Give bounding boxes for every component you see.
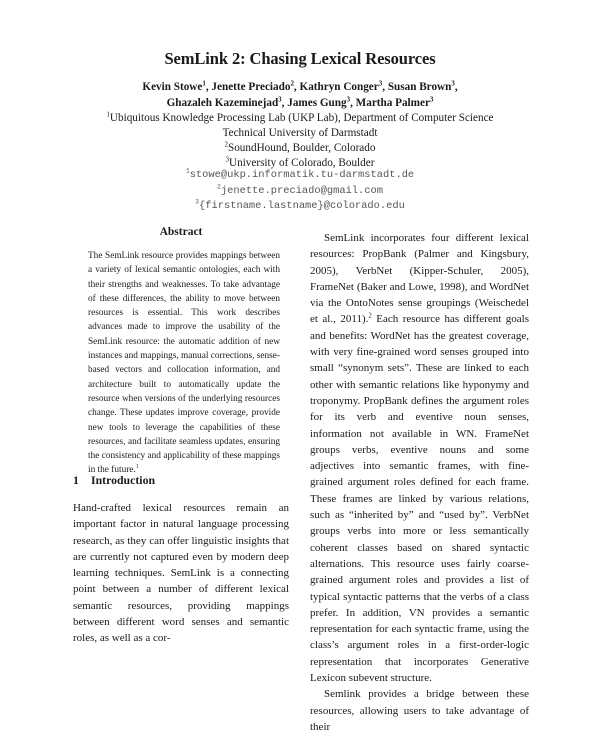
- author: Kathryn Conger$^3$: [299, 79, 383, 93]
- author: James Gung$^3$: [287, 95, 351, 109]
- author-line-2: Ghazaleh Kazeminejad$^3$, James Gung$^3$, Martha Palmer$^3$: [166, 95, 434, 109]
- introduction-body: Hand-crafted lexical resources remain an important factor in natural language processing research, as they can offer linguistic insights that are currently not captured even by modern deep learning techniques. SemLink is a connecting point between a number of different lexical semantic resources, providing mappings between different word senses and semantic roles, as well as a cor-: [73, 502, 289, 645]
- abstract-heading: Abstract: [159, 226, 203, 238]
- section-heading-introduction: [73, 473, 155, 488]
- affiliations: [0, 111, 600, 171]
- author: Kevin Stowe$^1$: [142, 79, 206, 93]
- footnote-mark[interactable]: 2: [368, 312, 372, 320]
- email[interactable]: $^3${firstname.lastname}@colorado.edu: [195, 198, 405, 212]
- author: Ghazaleh Kazeminejad$^3$: [166, 95, 282, 109]
- abstract-body: The SemLink resource provides mappings between a variety of lexical semantic ontologies, each with their strengths and weaknesses. To take advantage of these differences, the ability to move between resources is essential. This work describes advances made to improve the usability of the SemLink resource: the automatic addition of new instances and mappings, manual corrections, sense-based vectors and collocation information, and architecture built to automatically update the resource when versions of the underlying resources change. These updates improve coverage, provide new tools to leverage the capabilities of these resources, and facilitate seamless updates, ensuring the consistency and applicability of these mappings in the future.$^1$: [88, 251, 280, 476]
- affiliation: Technical University of Darmstadt: [222, 127, 378, 139]
- author: Susan Brown$^3$: [387, 79, 455, 93]
- author: Jenette Preciado$^2$: [211, 79, 294, 93]
- email[interactable]: $^1$stowe@ukp.informatik.tu-darmstadt.de: [185, 167, 415, 181]
- email[interactable]: $^2$jenette.preciado@gmail.com: [217, 183, 383, 197]
- right-column-body: [310, 230, 529, 735]
- affiliation: $^3$University of Colorado, Boulder: [225, 155, 375, 169]
- paper-title: SemLink 2: Chasing Lexical Resources: [164, 49, 436, 68]
- author-line-1: Kevin Stowe$^1$, Jenette Preciado$^2$, Kathryn Conger$^3$, Susan Brown$^3$,: [142, 79, 458, 93]
- author: Martha Palmer$^3$: [355, 95, 434, 109]
- paragraph: SemLink incorporates four different lexical resources: PropBank (Palmer and Kingsbury, 2005), VerbNet (Kipper-Schuler, 2005), FrameNet (Baker and Lowe, 1998), and WordNet via the OntoNotes sense groupings (Weischedel et al., 2011).$^2$ Each resource has different goals and benefits: WordNet has the greatest coverage, with very fine-grained word senses grouped into small “synonym sets”. These are linked to each other with semantic relations like hyponymy and troponymy. PropBank defines the argument roles for its verb and eventive noun senses, information not available in WN. FrameNet groups verbs, eventive nouns and some adjectives into semantic frames, with fine-grained argument roles defined for each frame. These frames are linked by various relations, such as “inherited by” and “used by”. VerbNet groups verbs into more or less semantically coherent classes based on shared syntactic alternations. This resource uses fairly coarse-grained argument roles and provides a list of typical syntactic patterns that the verbs of a class prefer. In addition, VN provides a semantic representation for each syntactic frame, using the class’s argument roles in a first-order-logic representation that incorporates Generative Lexicon subevent structure.: [310, 232, 529, 685]
- email-list: [0, 168, 600, 215]
- section-number: 1: [73, 473, 79, 487]
- author-list: [0, 79, 600, 111]
- section-title: Introduction: [91, 473, 156, 487]
- footnote-mark[interactable]: 1: [135, 464, 139, 471]
- paragraph: Semlink provides a bridge between these resources, allowing users to take advantage of their: [310, 688, 529, 733]
- affiliation: $^1$Ubiquitous Knowledge Processing Lab (UKP Lab), Department of Computer Science: [106, 110, 494, 124]
- affiliation: $^2$SoundHound, Boulder, Colorado: [224, 140, 376, 154]
